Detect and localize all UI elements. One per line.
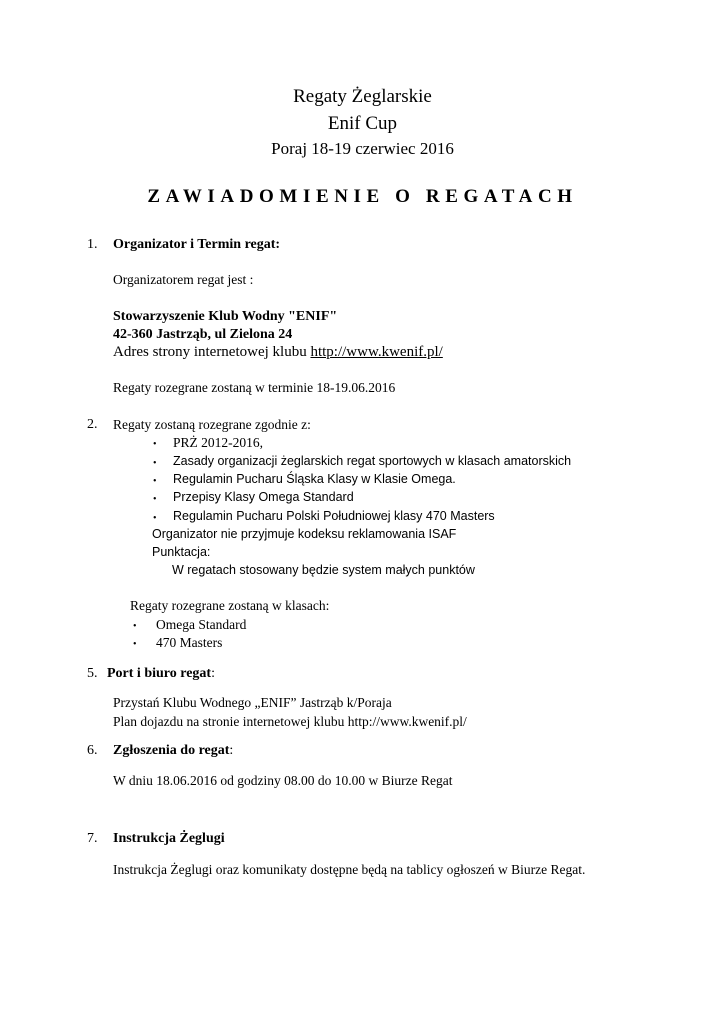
section-6-number: 6. bbox=[87, 743, 98, 758]
website-link[interactable]: http://www.kwenif.pl/ bbox=[310, 344, 443, 360]
class-item: Omega Standard bbox=[156, 617, 247, 632]
section-5-heading bbox=[107, 666, 215, 682]
section-6-colon: : bbox=[229, 743, 234, 758]
section-7-title: Instrukcja Żeglugi bbox=[113, 831, 225, 846]
bullet: • bbox=[153, 476, 157, 487]
section-7-number: 7. bbox=[87, 831, 98, 846]
bullet: • bbox=[153, 439, 157, 450]
port-line-2: Plan dojazdu na stronie internetowej klubu http://www.kwenif.pl/ bbox=[113, 714, 467, 729]
website-line bbox=[113, 344, 443, 361]
classes-intro: Regaty rozegrane zostaną w klasach: bbox=[130, 598, 330, 613]
class-item: 470 Masters bbox=[156, 635, 223, 650]
rule-item: Regulamin Pucharu Śląska Klasy w Klasie Omega. bbox=[173, 472, 456, 486]
doc-title: Regaty Żeglarskie bbox=[293, 86, 432, 107]
section-5-colon: : bbox=[211, 666, 215, 681]
section-1-number: 1. bbox=[87, 237, 98, 252]
organizer-name: Stowarzyszenie Klub Wodny "ENIF" bbox=[113, 309, 338, 324]
organizer-address: 42-360 Jastrząb, ul Zielona 24 bbox=[113, 327, 293, 342]
section-1-intro: Organizatorem regat jest : bbox=[113, 272, 254, 287]
bullet: • bbox=[153, 458, 157, 469]
website-label: Adres strony internetowej klubu bbox=[113, 344, 311, 360]
sailing-instructions-line: Instrukcja Żeglugi oraz komunikaty dostępne będą na tablicy ogłoszeń w Biurze Regat. bbox=[113, 862, 586, 877]
section-2-intro: Regaty zostaną rozegrane zgodnie z: bbox=[113, 417, 311, 432]
registration-line: W dniu 18.06.2016 od godziny 08.00 do 10.00 w Biurze Regat bbox=[113, 773, 453, 788]
section-6-heading bbox=[113, 743, 233, 759]
rule-item: Zasady organizacji żeglarskich regat sportowych w klasach amatorskich bbox=[173, 454, 572, 468]
port-line-1: Przystań Klubu Wodnego „ENIF” Jastrząb k/Poraja bbox=[113, 695, 392, 710]
doc-place-date: Poraj 18-19 czerwiec 2016 bbox=[271, 139, 454, 158]
section-5-title: Port i biuro regat bbox=[107, 666, 212, 681]
regatta-dates: Regaty rozegrane zostaną w terminie 18-19.06.2016 bbox=[113, 380, 396, 395]
isaf-note: Organizator nie przyjmuje kodeksu reklamowania ISAF bbox=[152, 527, 457, 541]
bullet: • bbox=[133, 639, 137, 650]
section-2-number: 2. bbox=[87, 417, 98, 432]
scoring-label: Punktacja: bbox=[152, 545, 211, 559]
rule-item: Przepisy Klasy Omega Standard bbox=[173, 490, 354, 504]
bullet: • bbox=[133, 621, 137, 632]
section-6-title: Zgłoszenia do regat bbox=[113, 743, 230, 758]
bullet: • bbox=[153, 513, 157, 524]
section-5-number: 5. bbox=[87, 666, 98, 681]
rule-item: PRŻ 2012-2016, bbox=[173, 435, 264, 450]
rule-item: Regulamin Pucharu Polski Południowej klasy 470 Masters bbox=[173, 509, 495, 523]
doc-heading: ZAWIADOMIENIE O REGATACH bbox=[147, 186, 578, 207]
bullet: • bbox=[153, 494, 157, 505]
scoring-text: W regatach stosowany będzie system małych punktów bbox=[172, 563, 475, 577]
doc-subtitle: Enif Cup bbox=[327, 113, 398, 134]
section-1-title: Organizator i Termin regat: bbox=[113, 237, 281, 252]
